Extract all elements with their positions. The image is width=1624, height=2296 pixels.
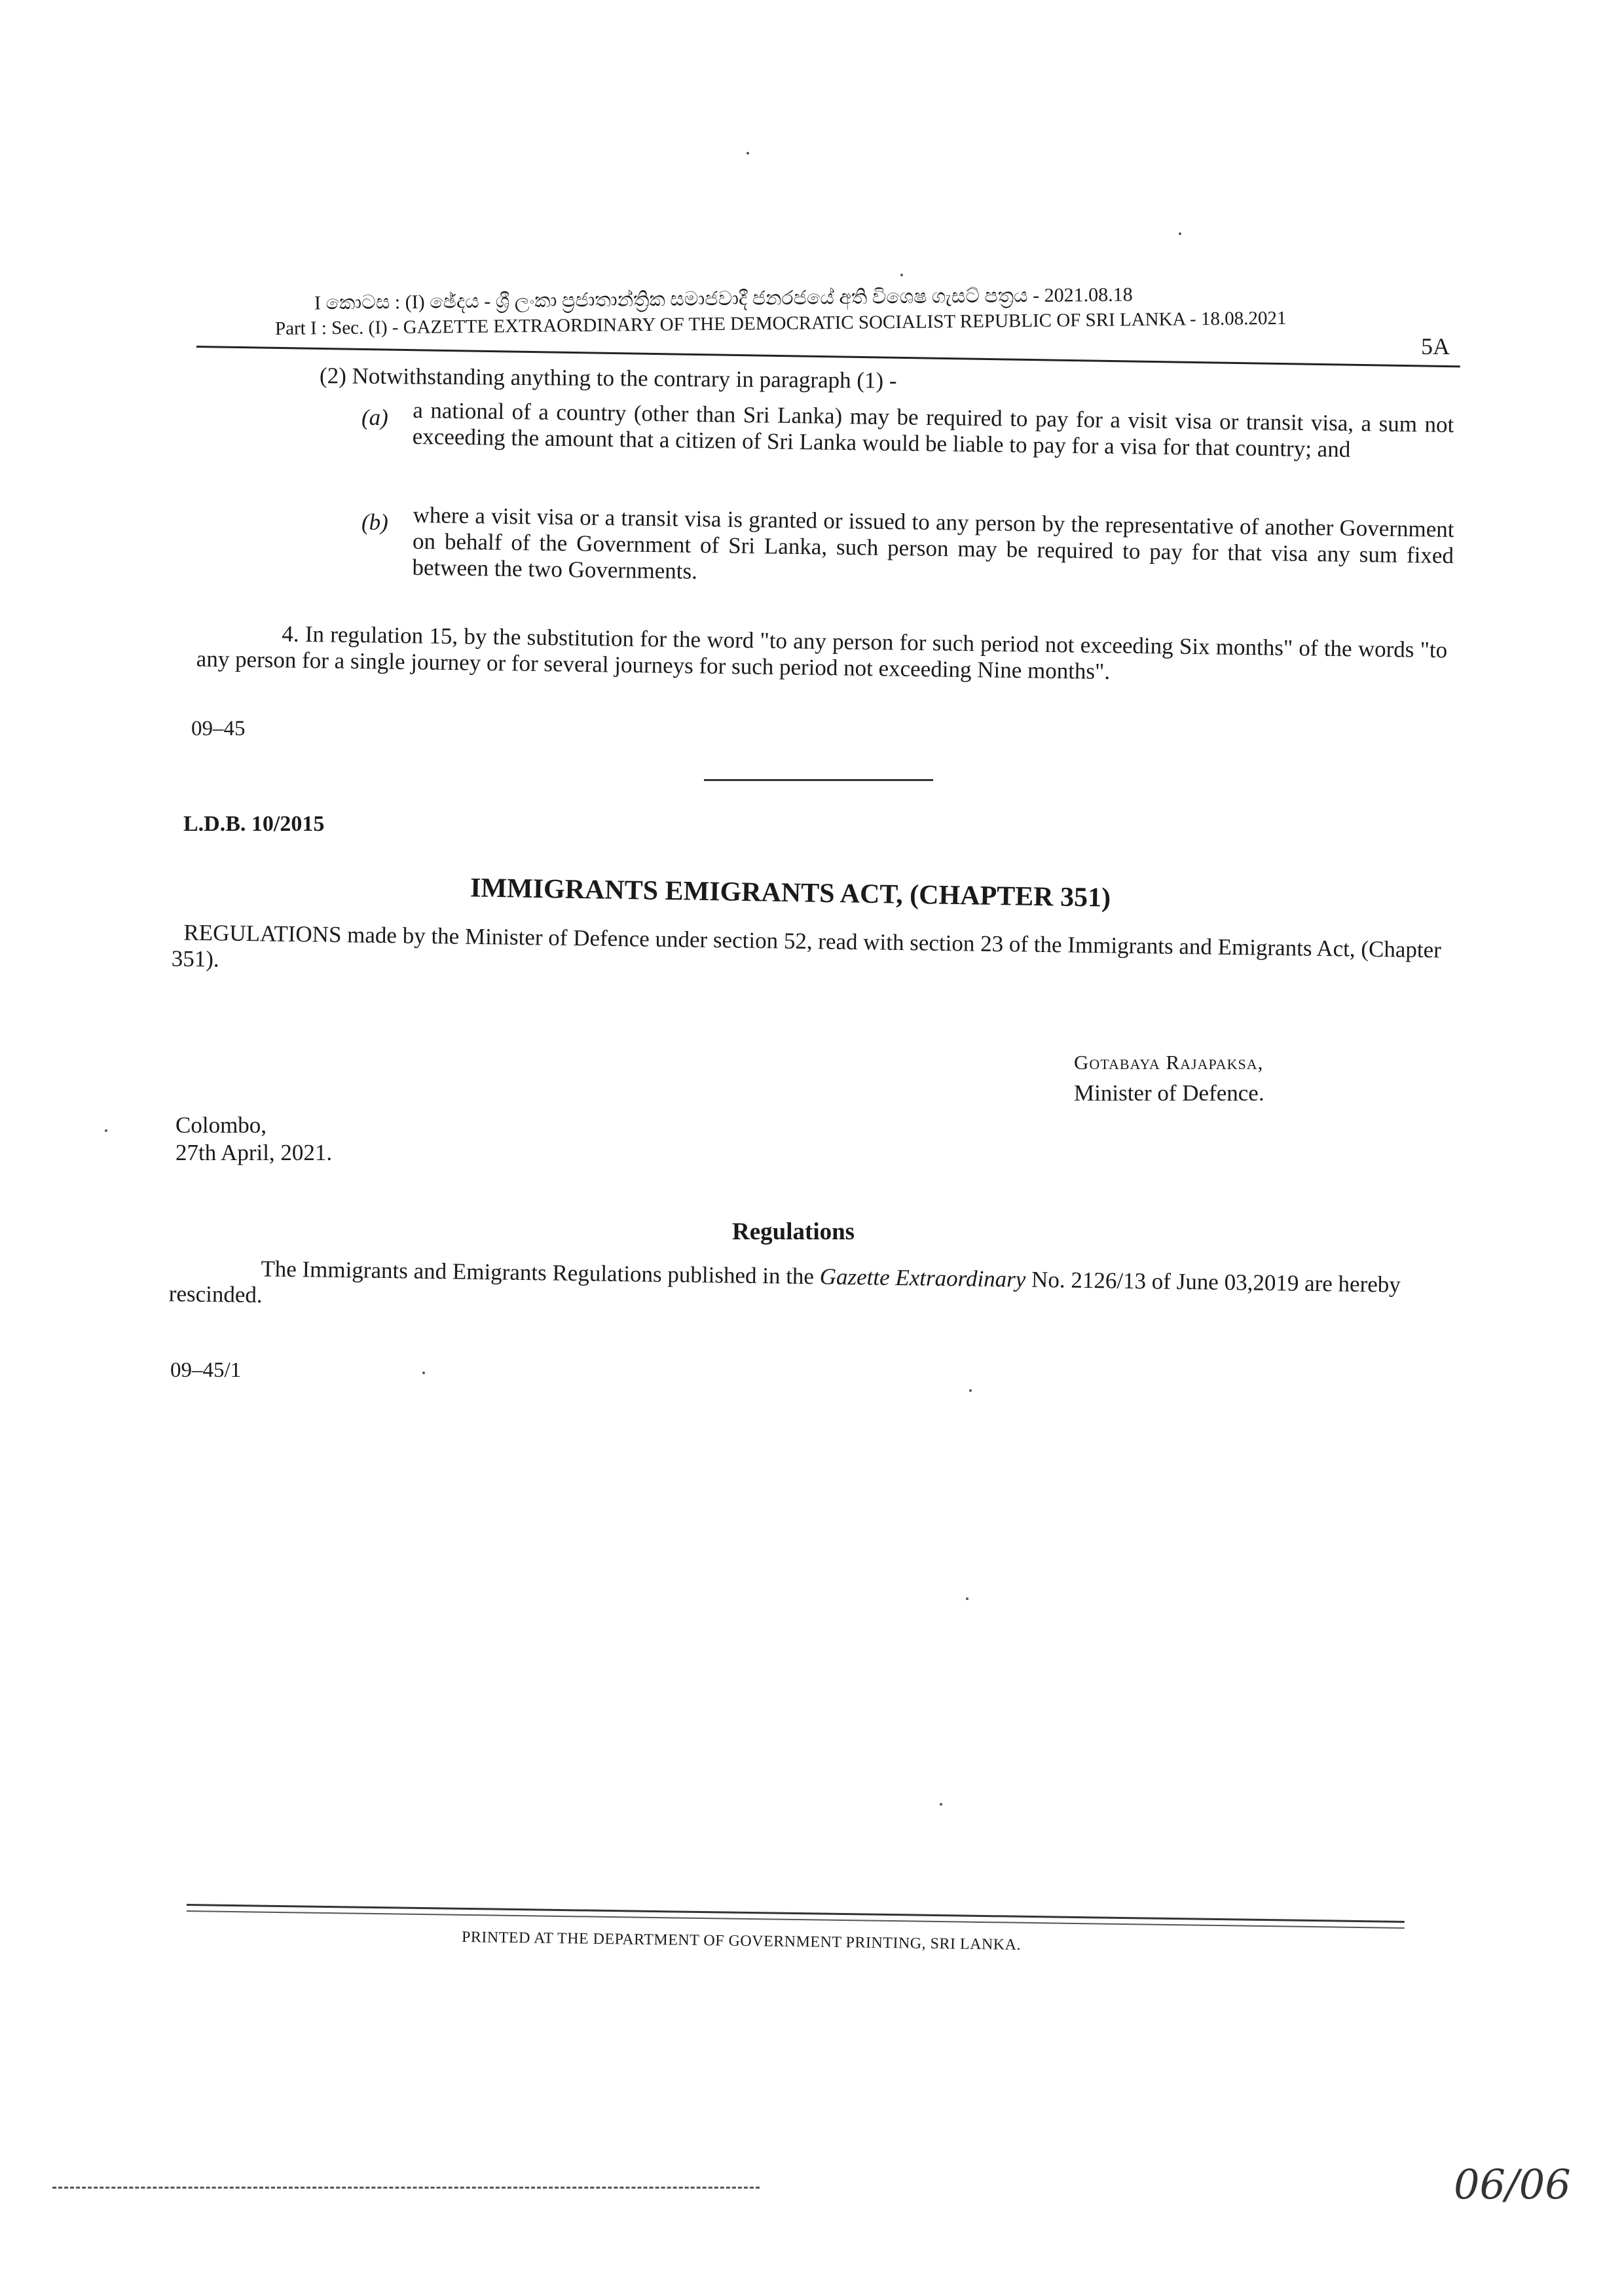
signatory-title: Minister of Defence. [1074,1080,1264,1106]
place-and-date [175,1112,332,1167]
regulations-body: The Immigrants and Emigrants Regulations published in the Gazette Extraordinary No. 2126/13 of June 03,2019 are hereby rescinded. [168,1256,1401,1308]
page-number: 5A [1421,333,1450,359]
header-english-line: Part I : Sec. (I) - GAZETTE EXTRAORDINARY OF THE DEMOCRATIC SOCIALIST REPUBLIC OF SRI LANKA - 18.08.2021 [274,307,1287,340]
place: Colombo, [175,1112,267,1138]
paragraph-2: (2) Notwithstanding anything to the contrary in paragraph (1) - [319,363,897,393]
printer-imprint: PRINTED AT THE DEPARTMENT OF GOVERNMENT PRINTING, SRI LANKA. [461,1929,1022,1954]
paragraph-2b: where a visit visa or a transit visa is granted or issued to any person by the representative of another Government on behalf of the Government of Sri Lanka, such person may be required to pay for that visa any sum fixed between the two Governments. [412,501,1454,584]
handwritten-page-note: 06/06 [1454,2160,1571,2208]
signatory-name: Gotabaya Rajapaksa, [1074,1051,1264,1074]
scan-speck [900,274,903,276]
ldb-number: L.D.B. 10/2015 [183,812,325,836]
scan-speck [422,1372,425,1374]
paragraph-2a-label: (a) [361,405,388,430]
section-divider [704,779,933,781]
scan-edge-line [52,2187,760,2189]
scan-speck [747,152,749,155]
scan-speck [940,1803,942,1806]
reference-number: 09–45 [191,717,246,740]
reference-number-2: 09–45/1 [170,1358,242,1382]
scan-speck [966,1597,969,1600]
paragraph-4: 4. In regulation 15, by the substitution for the word "to any person for such period not exceeding Six months" of the words "to any person for a single journey or for several journeys for such period not exceeding Nine months". [196,621,1448,685]
regulations-intro: REGULATIONS made by the Minister of Defence under section 52, read with section 23 of the Immigrants and Emigrants Act, (Chapter 351). [171,919,1442,972]
scan-speck [969,1389,972,1392]
regulations-heading: Regulations [732,1218,855,1245]
header-sinhala-line: I කොටස : (I) ඡේදය - ශ්‍රී ලංකා ප්‍රජාතාන්ත්‍රික සමාජවාදී ජනරජයේ අති විශෙෂ ගැසට් පත්‍රය - 2021.08.18 [314,283,1133,314]
scan-speck [105,1129,107,1132]
paragraph-2a: a national of a country (other than Sri Lanka) may be required to pay for a visit visa or transit visa, a sum not exceeding the amount that a citizen of Sri Lanka would be liable to pay for a visa for that country; and [412,397,1454,462]
scan-speck [1179,232,1181,235]
paragraph-2b-label: (b) [361,509,388,535]
act-title: IMMIGRANTS EMIGRANTS ACT, (CHAPTER 351) [470,873,1111,913]
date: 27th April, 2021. [175,1140,333,1165]
